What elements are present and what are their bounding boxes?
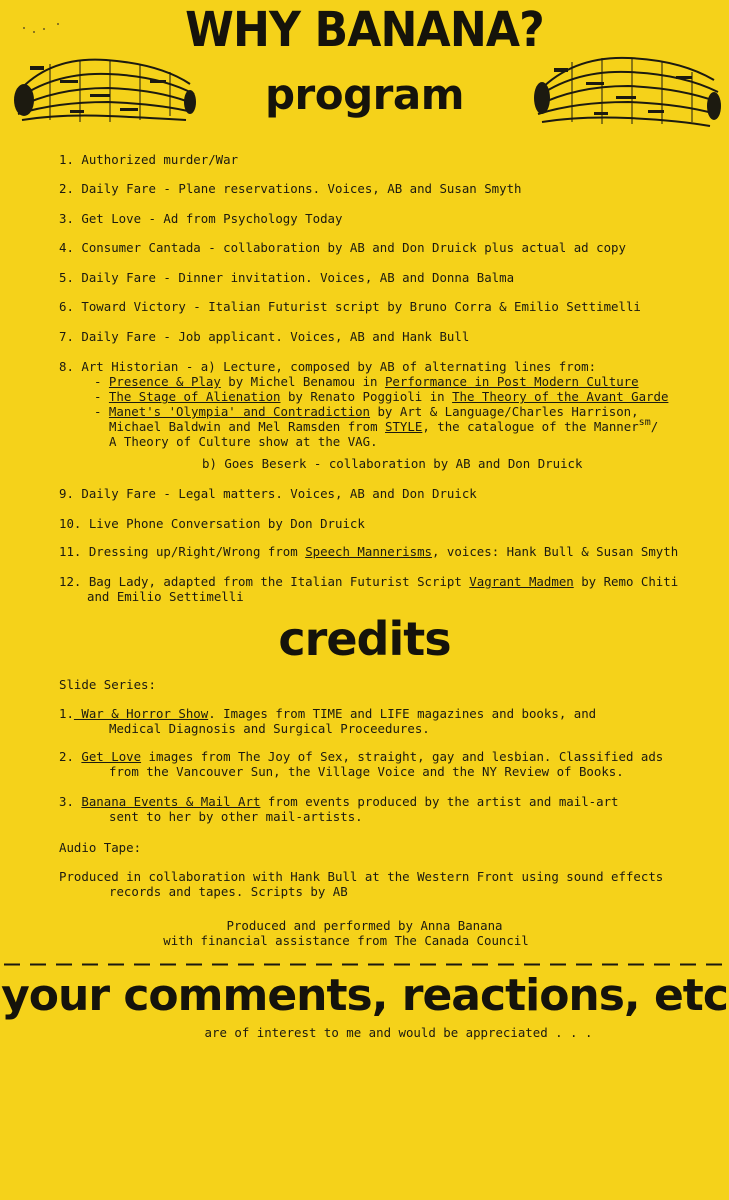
list-item	[59, 574, 678, 589]
source-title: STYLE	[385, 419, 423, 434]
item-title: Speech Mannerisms	[305, 544, 433, 559]
program-heading: program	[264, 70, 464, 119]
list-item: 10. Live Phone Conversation by Don Druick	[59, 516, 365, 531]
section-label: Slide Series:	[59, 677, 156, 692]
source-line: A Theory of Culture show at the VAG.	[109, 434, 378, 449]
item-number: 1.	[59, 706, 74, 721]
list-item: 7. Daily Fare - Job applicant. Voices, AB and Hank Bull	[59, 329, 470, 344]
list-item-continuation: and Emilio Settimelli	[87, 589, 244, 604]
source-text: , the catalogue of the Manner	[422, 419, 639, 434]
item-text: 12. Bag Lady, adapted from the Italian Futurist Script	[59, 574, 470, 589]
list-item: 6. Toward Victory - Italian Futurist script by Bruno Corra & Emilio Settimelli	[59, 299, 641, 314]
list-item: 1. Authorized murder/War	[59, 152, 239, 167]
page-title: WHY BANANA?	[185, 2, 544, 58]
source-title: Presence & Play	[108, 374, 221, 389]
list-item: 3. Get Love - Ad from Psychology Today	[59, 211, 343, 226]
list-item: 4. Consumer Cantada - collaboration by AB and Don Druick plus actual ad copy	[59, 240, 626, 255]
item-text: from events produced by the artist and mail-art	[260, 794, 619, 809]
item-title: War & Horror Show	[73, 706, 209, 721]
superscript: sm	[638, 417, 651, 428]
source-text: by Art & Language/Charles Harrison,	[370, 404, 639, 419]
item-title: Banana Events & Mail Art	[81, 794, 261, 809]
source-text: Michael Baldwin and Mel Ramsden from	[109, 419, 386, 434]
list-item	[59, 794, 619, 809]
audio-text: records and tapes. Scripts by AB	[109, 884, 348, 899]
source-text: by Michel Benamou in	[220, 374, 385, 389]
item-number: 2.	[59, 749, 82, 764]
list-item: 8. Art Historian - a) Lecture, composed by AB of alternating lines from:	[59, 359, 597, 374]
source-text: /	[650, 419, 659, 434]
source-line: - Presence & Play by Michel Benamou in Performance in Post Modern Culture	[94, 374, 639, 389]
item-number: 3.	[59, 794, 82, 809]
funding-credit: with financial assistance from The Canada Council	[163, 933, 529, 948]
source-title: The Stage of Alienation	[108, 389, 281, 404]
list-item: 2. Daily Fare - Plane reservations. Voices, AB and Susan Smyth	[59, 181, 522, 196]
item-text: , voices: Hank Bull & Susan Smyth	[432, 544, 679, 559]
item-title: Get Love	[81, 749, 142, 764]
item-text: by Remo Chiti	[573, 574, 679, 589]
production-credit: Produced and performed by Anna Banana	[226, 918, 503, 933]
item-title: Vagrant Madmen	[469, 574, 574, 589]
list-item: 9. Daily Fare - Legal matters. Voices, AB and Don Druick	[59, 486, 477, 501]
credits-heading: credits	[278, 612, 451, 666]
tear-off-line	[0, 963, 729, 966]
list-item	[59, 706, 596, 721]
list-item	[59, 749, 663, 764]
source-line: - Manet's 'Olympia' and Contradiction by Art & Language/Charles Harrison,	[94, 404, 639, 419]
item-text: . Images from TIME and LIFE magazines and books, and	[208, 706, 597, 721]
list-item: b) Goes Beserk - collaboration by AB and Don Druick	[202, 456, 583, 471]
source-title: The Theory of the Avant Garde	[452, 389, 669, 404]
source-line: - The Stage of Alienation by Renato Poggioli in The Theory of the Avant Garde	[94, 389, 669, 404]
comments-heading: your comments, reactions, etc	[1, 970, 728, 1021]
list-item	[59, 544, 678, 559]
list-item-continuation: from the Vancouver Sun, the Village Voice and the NY Review of Books.	[109, 764, 624, 779]
source-title: Manet's 'Olympia' and Contradiction	[108, 404, 371, 419]
source-title: Performance in Post Modern Culture	[384, 374, 639, 389]
list-item-continuation: sent to her by other mail-artists.	[109, 809, 363, 824]
source-text: by Renato Poggioli in	[280, 389, 453, 404]
section-label: Audio Tape:	[59, 840, 142, 855]
audio-text: Produced in collaboration with Hank Bull at the Western Front using sound effects	[59, 869, 664, 884]
item-text: 11. Dressing up/Right/Wrong from	[59, 544, 306, 559]
item-text: images from The Joy of Sex, straight, gay and lesbian. Classified ads	[141, 749, 664, 764]
list-item-continuation: Medical Diagnosis and Surgical Proceedures.	[109, 721, 430, 736]
comments-note: are of interest to me and would be appreciated . . .	[204, 1025, 593, 1040]
list-item: 5. Daily Fare - Dinner invitation. Voices, AB and Donna Balma	[59, 270, 515, 285]
